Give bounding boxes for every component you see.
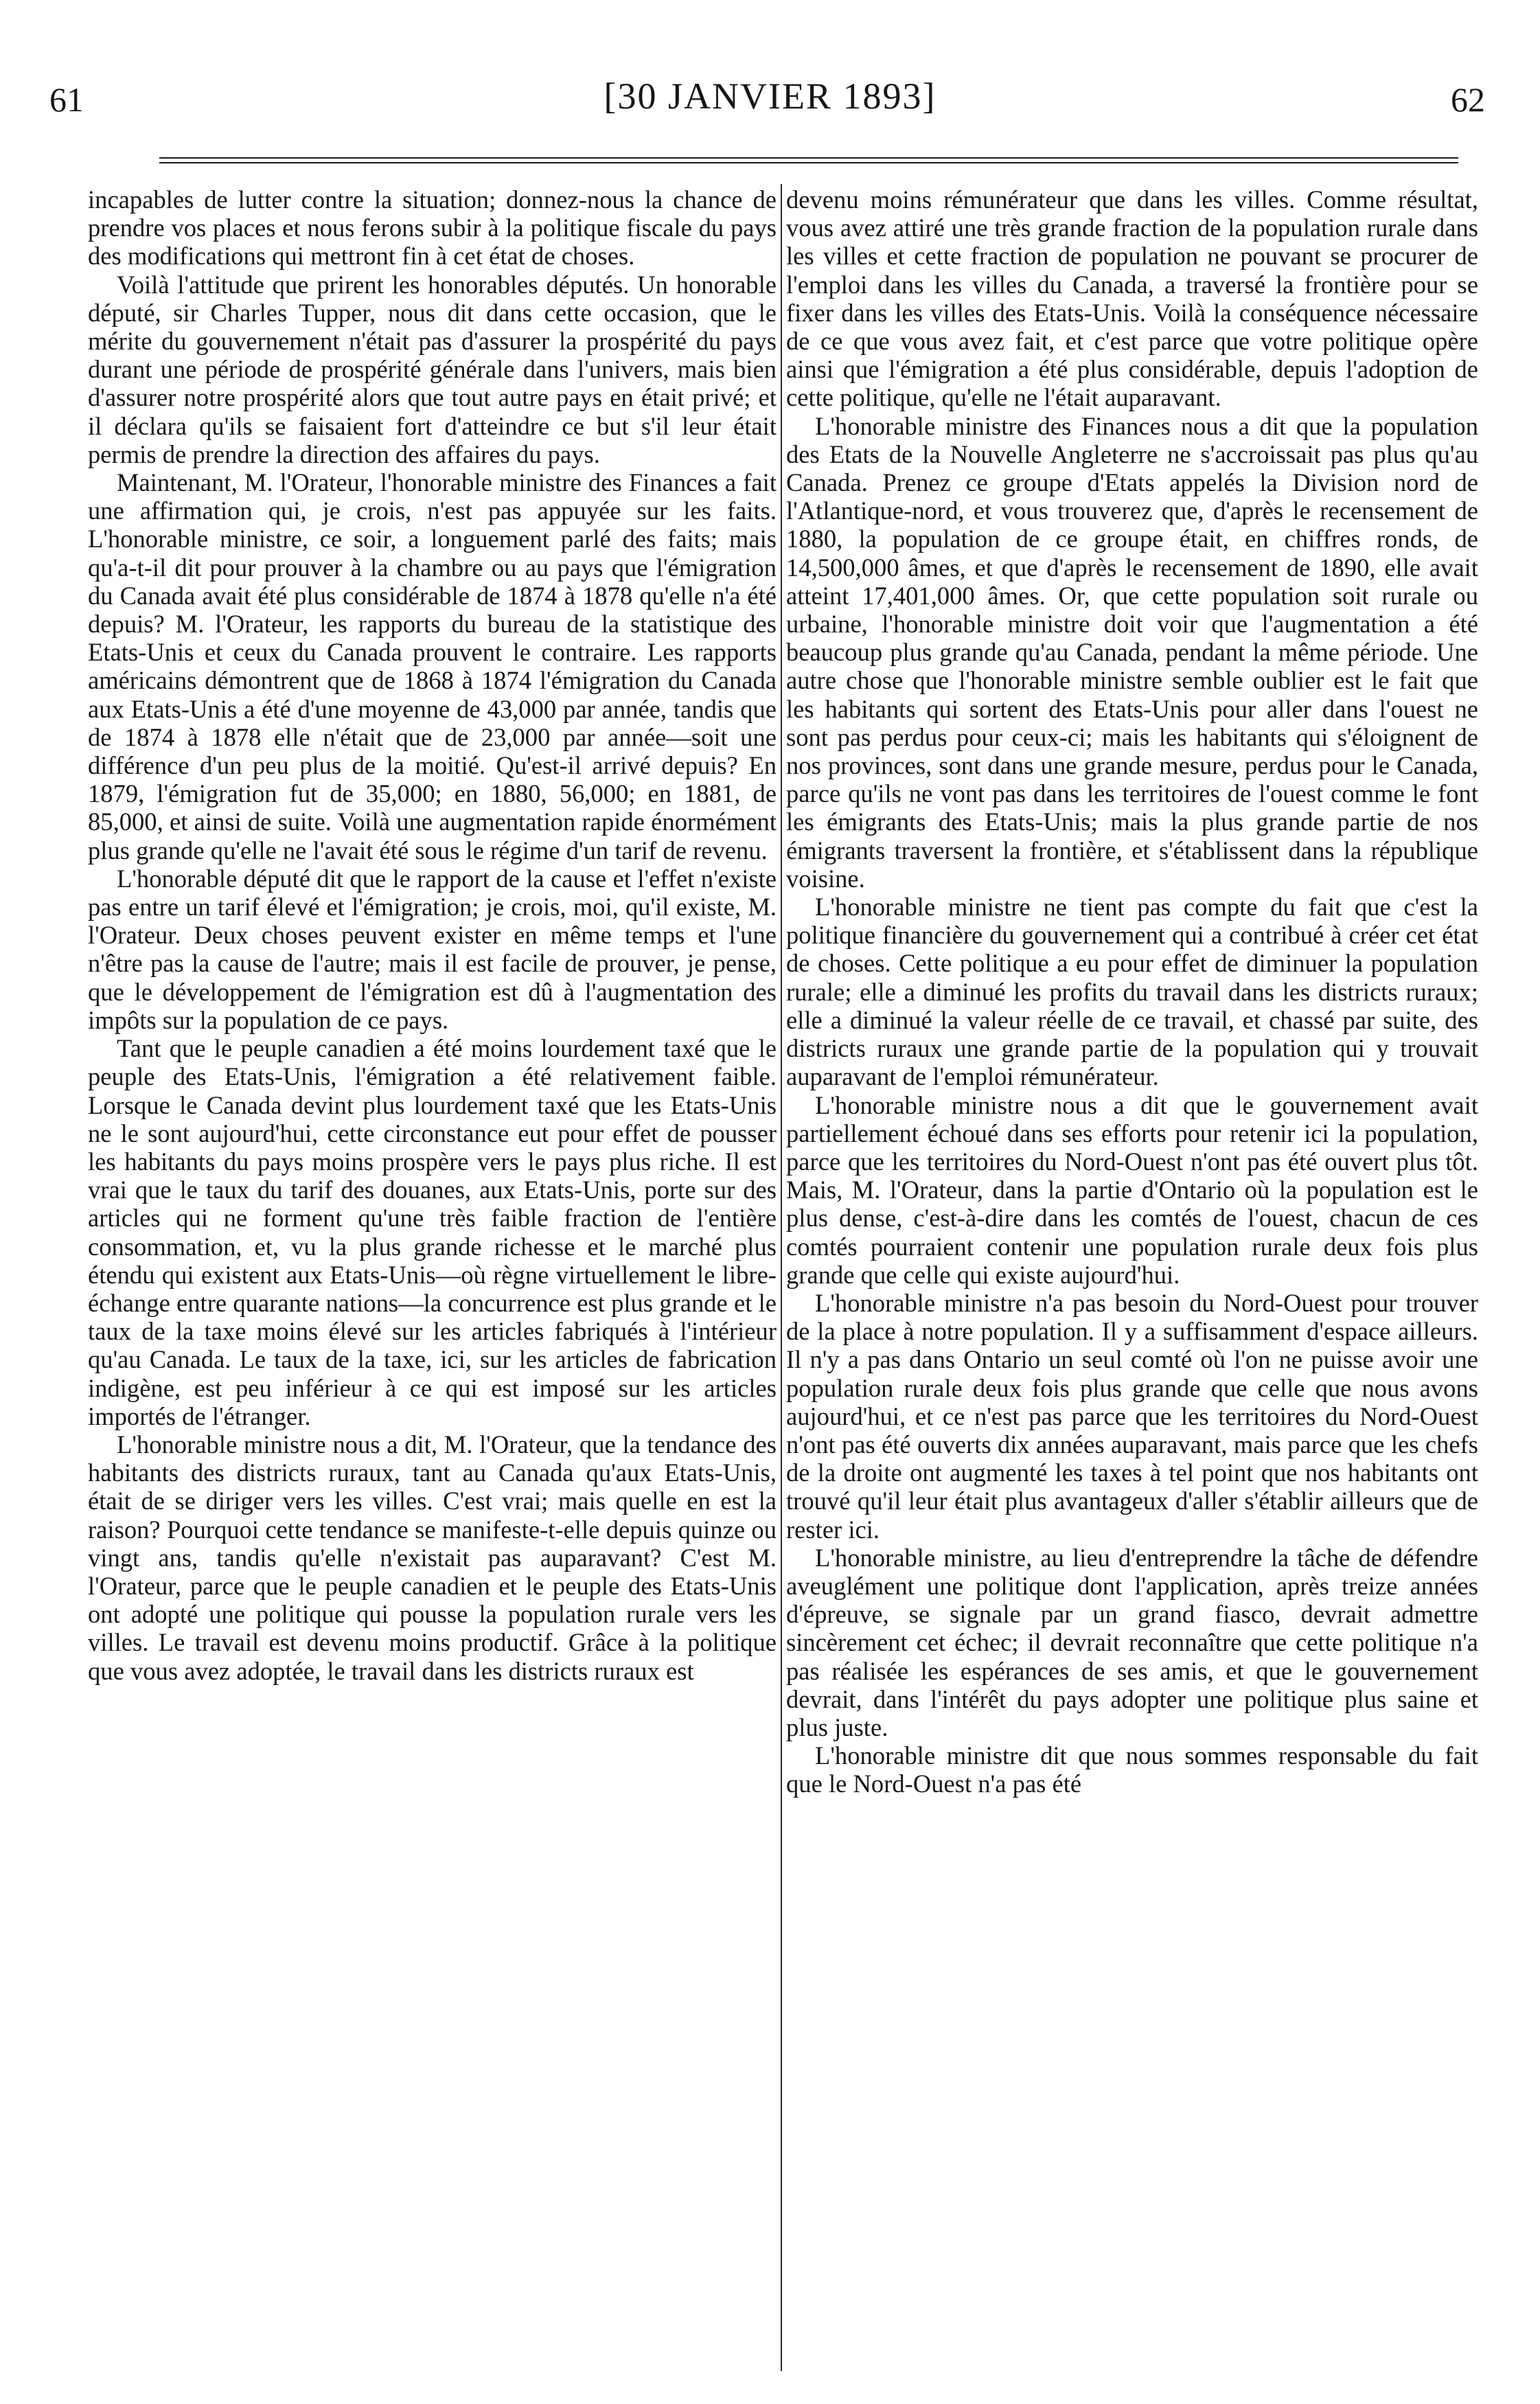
page-number-left: 61 [49, 80, 84, 119]
header-rule-bottom [159, 162, 1458, 163]
paragraph: L'honorable ministre n'a pas besoin du Nord-Ouest pour trouver de la place à notre population. Il y a suffisamment d'espace ailleurs. Il n'y a pas dans Ontario un seul comté où l'on ne puisse avoir une population rurale deux fois plus grande que celle que nous avons aujourd'hui, et ce n'est pas parce que les territoires du Nord-Ouest n'ont pas été ouverts dix années auparavant, mais parce que les chefs de la droite ont augmenté les taxes à tel point que nos habitants ont trouvé qu'il leur était plus avantageux d'aller s'établir ailleurs que de rester ici. [786, 1288, 1478, 1544]
paragraph: L'honorable ministre nous a dit que le gouvernement avait partiellement échoué dans ses efforts pour retenir ici la population, parce que les territoires du Nord-Ouest n'ont pas été ouvert plus tôt. Mais, M. l'Orateur, dans la partie d'Ontario où la population est le plus dense, c'est-à-dire dans les comtés de l'ouest, chacun de ces comtés pourraient contenir une population rurale deux fois plus grande que celle qui existe aujourd'hui. [786, 1090, 1478, 1289]
header-date: [30 JANVIER 1893] [604, 76, 936, 117]
paragraph: Tant que le peuple canadien a été moins lourdement taxé que le peuple des Etats-Unis, l'émigration a été relativement faible. Lorsque le Canada devint plus lourdement taxé que les Etats-Unis ne le sont aujourd'hui, cette circonstance eut pour effet de pousser les habitants du pays moins prospère vers le pays plus riche. Il est vrai que le taux du tarif des douanes, aux Etats-Unis, porte sur des articles qui ne forment qu'une très faible fraction de l'entière consommation, et, vu la plus grande richesse et le marché plus étendu qui existent aux Etats-Unis—où règne virtuellement le libre-échange entre quarante nations—la concurrence est plus grande et le taux de la taxe moins élevé sur les articles fabriqués à l'intérieur qu'au Canada. Le taux de la taxe, ici, sur les articles de fabrication indigène, est peu inférieur à ce qui est imposé sur les articles importés de l'étranger. [88, 1034, 777, 1430]
paragraph: Voilà l'attitude que prirent les honorables députés. Un honorable député, sir Charles Tupper, nous dit dans cette occasion, que le mérite du gouvernement n'était pas d'assurer la prospérité du pays durant une période de prospérité générale dans l'univers, mais bien d'assurer notre prospérité alors que tout autre pays en était privé; et il déclara qu'ils se faisaient fort d'atteindre ce but s'il leur était permis de prendre la direction des affaires du pays. [88, 270, 777, 468]
paragraph: devenu moins rémunérateur que dans les villes. Comme résultat, vous avez attiré une très grande fraction de la population rurale dans les villes et cette fraction de population ne pouvant se procurer de l'emploi dans les villes du Canada, a traversé la frontière pour se fixer dans les villes des Etats-Unis. Voilà la conséquence nécessaire de ce que vous avez fait, et c'est parce que votre politique opère ainsi que l'émigration a été plus considérable, depuis l'adoption de cette politique, qu'elle ne l'était auparavant. [786, 185, 1478, 412]
paragraph: incapables de lutter contre la situation; donnez-nous la chance de prendre vos places et nous ferons subir à la politique fiscale du pays des modifications qui mettront fin à cet état de choses. [88, 185, 777, 271]
paragraph: L'honorable député dit que le rapport de la cause et l'effet n'existe pas entre un tarif élevé et l'émigration; je crois, moi, qu'il existe, M. l'Orateur. Deux choses peuvent exister en même temps et l'une n'être pas la cause de l'autre; mais il est facile de prouver, je pense, que le développement de l'émigration est dû à l'augmentation des impôts sur la population de ce pays. [88, 864, 777, 1034]
paragraph: L'honorable ministre ne tient pas compte du fait que c'est la politique financière du gouvernement qui a contribué à créer cet état de choses. Cette politique a eu pour effet de diminuer la population rurale; elle a diminué les profits du travail dans les districts ruraux; elle a diminué la valeur réelle de ce travail, et chassé par suite, des districts ruraux une grande partie de la population qui y trouvait auparavant de l'emploi rémunérateur. [786, 893, 1478, 1091]
column-divider [781, 184, 782, 2371]
paragraph: L'honorable ministre nous a dit, M. l'Orateur, que la tendance des habitants des districts ruraux, tant au Canada qu'aux Etats-Unis, était de se diriger vers les villes. C'est vrai; mais quelle en est la raison? Pourquoi cette tendance se manifeste-t-elle depuis quinze ou vingt ans, tandis qu'elle n'existait pas auparavant? C'est M. l'Orateur, parce que le peuple canadien et le peuple des Etats-Unis ont adopté une politique qui pousse la population rurale vers les villes. Le travail est devenu moins productif. Grâce à la politique que vous avez adoptée, le travail dans les districts ruraux est [88, 1430, 777, 1685]
left-column [88, 185, 777, 2390]
header-rule-top [159, 157, 1458, 159]
page-header [0, 0, 1540, 165]
page-number-right: 62 [1451, 80, 1485, 119]
paragraph: L'honorable ministre des Finances nous a dit que la population des Etats de la Nouvelle Angleterre ne s'accroissait pas plus qu'au Canada. Prenez ce groupe d'Etats appelés la Division nord de l'Atlantique-nord, et vous trouverez que, d'après le recensement de 1880, la population de ce groupe était, en chiffres ronds, de 14,500,000 âmes, et que d'après le recensement de 1890, elle avait atteint 17,401,000 âmes. Or, que cette population soit rurale ou urbaine, l'honorable ministre doit voir que l'augmentation a été beaucoup plus grande qu'au Canada, pendant la même période. Une autre chose que l'honorable ministre semble oublier est le fait que les habitants qui sortent des Etats-Unis pour aller dans l'ouest ne sont pas perdus pour ceux-ci; mais les habitants qui s'éloignent de nos provinces, sont dans une grande mesure, perdus pour le Canada, parce qu'ils ne vont pas dans les territoires de l'ouest comme le font les émigrants des Etats-Unis; mais la plus grande partie de nos émigrants traversent la frontière, et s'établissent dans la république voisine. [786, 411, 1478, 893]
right-column [786, 185, 1478, 2390]
paragraph: Maintenant, M. l'Orateur, l'honorable ministre des Finances a fait une affirmation qui, je crois, n'est pas appuyée sur les faits. L'honorable ministre, ce soir, a longuement parlé des faits; mais qu'a-t-il dit pour prouver à la chambre ou au pays que l'émigration du Canada avait été plus considérable de 1874 à 1878 qu'elle n'a été depuis? M. l'Orateur, les rapports du bureau de la statistique des Etats-Unis et ceux du Canada prouvent le contraire. Les rapports américains démontrent que de 1868 à 1874 l'émigration du Canada aux Etats-Unis a été d'une moyenne de 43,000 par année, tandis que de 1874 à 1878 elle n'était que de 23,000 par année—soit une différence d'un peu plus de la moitié. Qu'est-il arrivé depuis? En 1879, l'émigration fut de 35,000; en 1880, 56,000; en 1881, de 85,000, et ainsi de suite. Voilà une augmentation rapide énormément plus grande qu'elle ne l'avait été sous le régime d'un tarif de revenu. [88, 468, 777, 865]
paragraph: L'honorable ministre, au lieu d'entreprendre la tâche de défendre aveuglément une politique dont l'application, après treize années d'épreuve, se signale par un grand fiasco, devrait admettre sincèrement cet échec; il devrait reconnaître que cette politique n'a pas réalisée les espérances de ses amis, et que le gouvernement devrait, dans l'intérêt du pays adopter une politique plus saine et plus juste. [786, 1543, 1478, 1741]
paragraph: L'honorable ministre dit que nous sommes responsable du fait que le Nord-Ouest n'a pas été [786, 1741, 1478, 1798]
